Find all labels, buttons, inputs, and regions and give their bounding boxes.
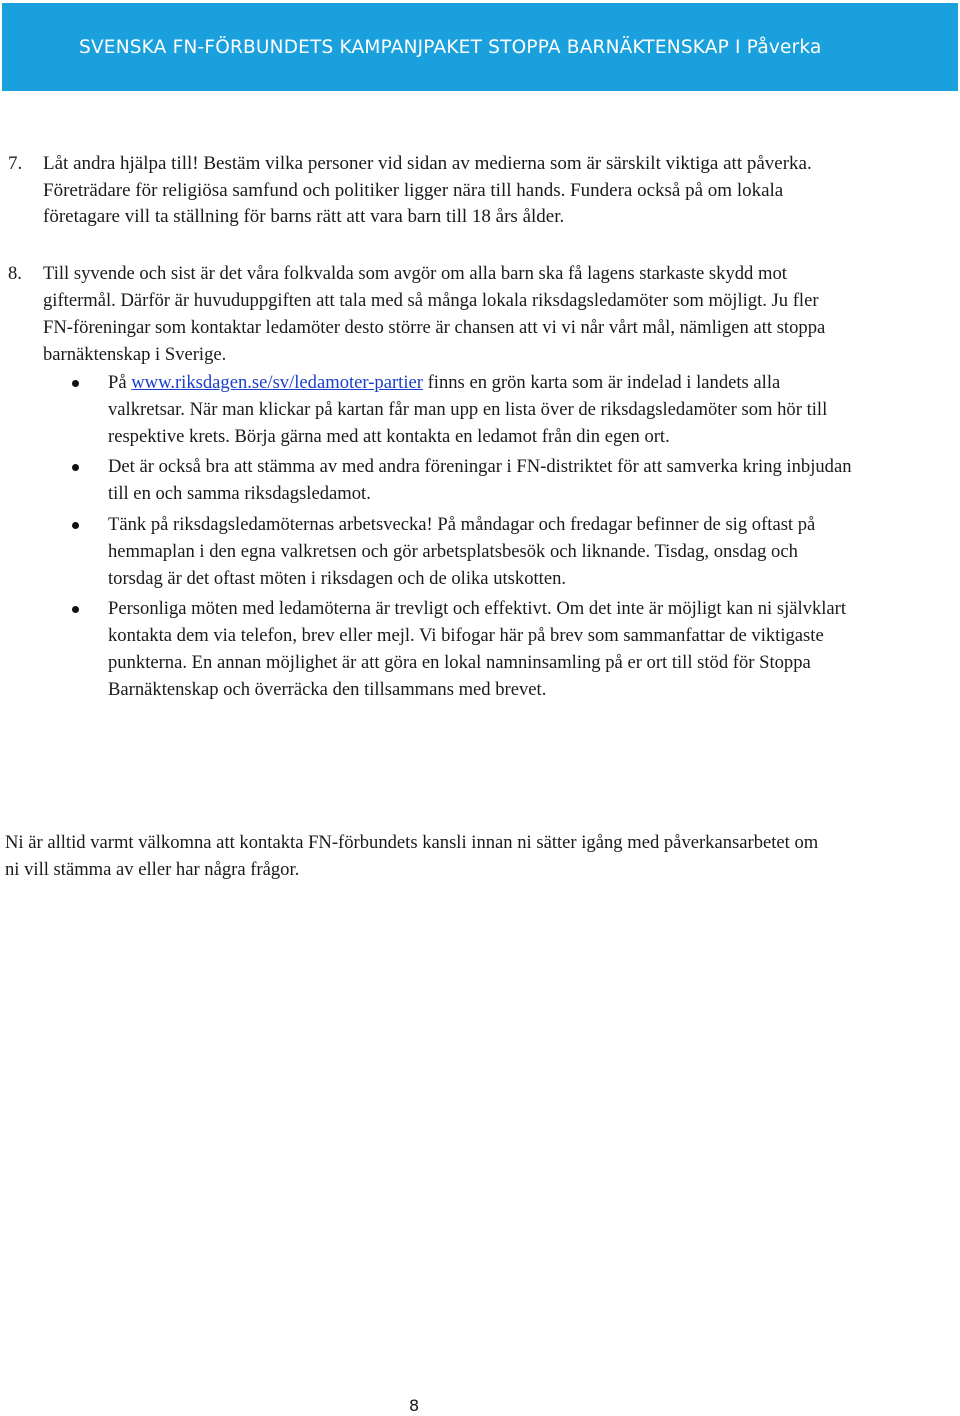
list-item-text: Låt andra hjälpa till! Bestäm vilka personer vid sidan av medierna som är särskilt viktiga att påverka. Företrädare för religiösa samfund och politiker ligger nära till hands. Fundera också på om lokala företagare vill ta ställning för barns rätt att vara barn till 18 års ålder.	[43, 153, 812, 227]
bullet-text: Tänk på riksdagsledamöternas arbetsvecka! På måndagar och fredagar befinner de sig oftast på hemmaplan i den egna valkretsen och gör arbetsplatsbesök och liknande. Tisdag, onsdag och torsdag är det oftast möten i riksdagen och de olika utskotten.	[108, 513, 816, 589]
bullet-item-district	[72, 454, 852, 508]
bullet-item-riksdagen	[72, 370, 852, 450]
list-item-number: 8.	[8, 263, 22, 284]
bullet-icon	[72, 522, 79, 529]
list-item-number: 7.	[8, 153, 23, 174]
closing-paragraph: Ni är alltid varmt välkomna att kontakta FN-förbundets kansli innan ni sätter igång med påverkansarbetet om ni vill stämma av eller har några frågor.	[5, 832, 819, 880]
bullet-text	[108, 370, 852, 450]
list-item-text: Till syvende och sist är det våra folkvalda som avgör om alla barn ska få lagens starkaste skydd mot giftermål. Därför är huvuduppgiften att tala med så många lokala riksdagsledamöter som möjligt. Ju fler FN-föreningar som kontaktar ledamöter desto större är chansen att vi vi når vårt mål, nämligen att stoppa barnäktenskap i Sverige.	[43, 263, 826, 365]
bullet-icon	[72, 464, 79, 471]
bullet-text: Det är också bra att stämma av med andra föreningar i FN-distriktet för att samverka kring inbjudan till en och samma riksdagsledamot.	[108, 456, 852, 505]
bullet-prefix: På	[108, 372, 132, 393]
bullet-item-meetings	[72, 596, 852, 703]
header-title: SVENSKA FN-FÖRBUNDETS KAMPANJPAKET STOPPA BARNÄKTENSKAP I Påverka	[79, 37, 822, 58]
bullet-item-workweek	[72, 512, 852, 592]
page-number: 8	[409, 1396, 420, 1415]
riksdagen-link[interactable]: www.riksdagen.se/sv/ledamoter-partier	[131, 372, 423, 393]
bullet-icon	[72, 380, 79, 387]
bullet-text: Personliga möten med ledamöterna är trevligt och effektivt. Om det inte är möjligt kan ni självklart kontakta dem via telefon, brev eller mejl. Vi bifogar här på brev som sammanfattar de viktigaste punkterna. En annan möjlighet är att göra en lokal namninsamling på er ort till stöd för Stoppa Barnäktenskap och överräcka den tillsammans med brevet.	[108, 598, 847, 700]
bullet-suffix: finns en grön karta som är indelad i landets alla valkretsar. När man klickar på kartan får man upp en lista över de riksdagsledamöter som hör till respektive krets. Börja gärna med att kontakta en ledamot från din egen ort.	[108, 372, 828, 447]
bullet-list	[72, 370, 852, 708]
header-banner	[2, 3, 958, 91]
bullet-icon	[72, 606, 79, 613]
